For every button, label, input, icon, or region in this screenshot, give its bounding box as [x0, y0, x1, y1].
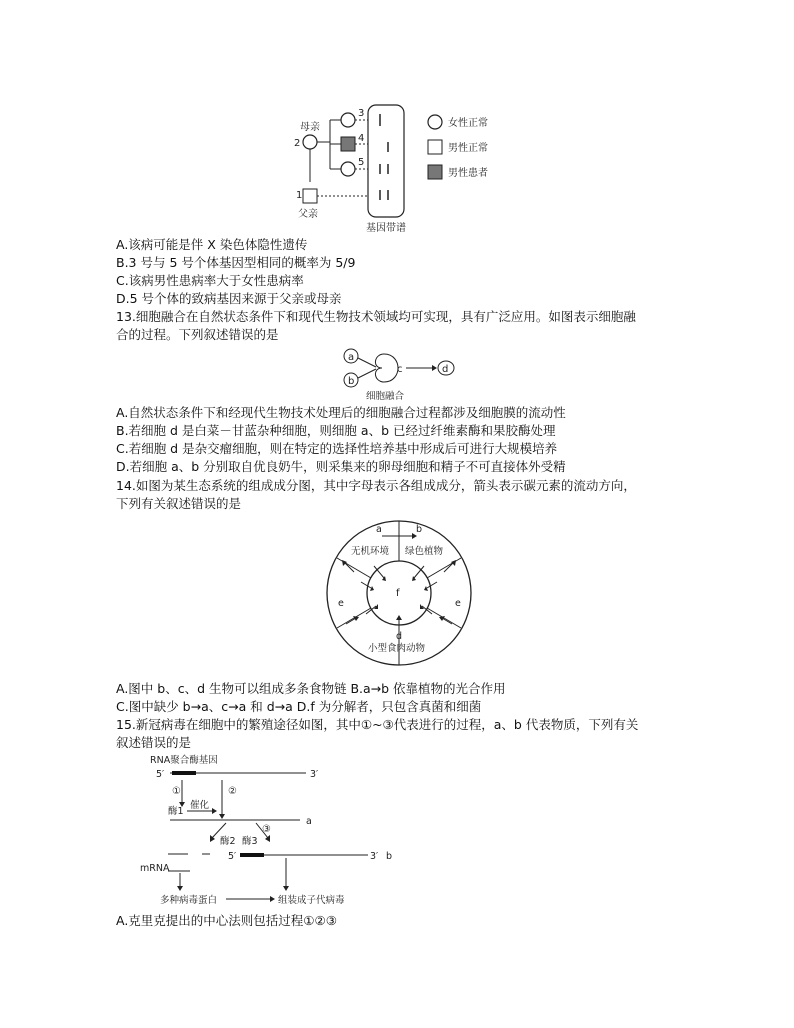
q12-option-d: D.5 号个体的致病基因来源于父亲或母亲 [116, 291, 342, 306]
q14-stem-line2: 下列有关叙述错误的是 [116, 496, 242, 511]
q15-stem-line1: 15.新冠病毒在细胞中的繁殖途径如图，其中①~③代表进行的过程，a、b 代表物质，下列有关 [116, 717, 639, 732]
q12-option-b: B.3 号与 5 号个体基因型相同的概率为 5/9 [116, 255, 356, 270]
legend-male-normal-icon [428, 140, 442, 154]
q15-stem-line2: 叙述错误的是 [116, 735, 192, 750]
q13-stem-line1: 13.细胞融合在自然状态条件下和现代生物技术领域均可实现，具有广泛应用。如图表示细胞融 [116, 309, 636, 324]
cell-b: b [348, 376, 355, 387]
mother-label: 母亲 [300, 122, 320, 133]
cell-fusion-caption: 细胞融合 [366, 391, 405, 402]
father-label: 父亲 [298, 209, 318, 220]
strand-a: a [306, 816, 312, 827]
three-prime-2: 3′ [370, 851, 379, 862]
eco-d: d [396, 631, 403, 642]
pedigree-figure [280, 100, 520, 235]
mother-symbol [303, 135, 317, 149]
q14-options-line1: A.图中 b、c、d 生物可以组成多条食物链 B.a→b 依靠植物的光合作用 [116, 681, 506, 696]
q14-stem-line1: 14.如图为某生态系统的组成成分图，其中字母表示各组成成分，箭头表示碳元素的流动方向， [116, 478, 636, 493]
five-prime-1: 5′ [156, 769, 165, 780]
eco-e-right: e [455, 598, 461, 609]
eco-e-left: e [338, 598, 344, 609]
eco-a-label: 无机环境 [351, 546, 390, 557]
proteins-label: 多种病毒蛋白 [160, 895, 218, 906]
eco-a: a [376, 524, 382, 535]
process-2: ② [228, 786, 237, 797]
individual-3 [341, 113, 355, 127]
cell-fusion-figure [336, 346, 466, 402]
process-3: ③ [262, 824, 271, 835]
legend-female-normal-icon [428, 115, 442, 129]
num-1: 1 [296, 190, 303, 201]
process-1: ① [172, 786, 181, 797]
assemble-label: 组装成子代病毒 [278, 895, 345, 906]
q12-option-c: C.该病男性患病率大于女性患病率 [116, 273, 304, 288]
legend-male-normal: 男性正常 [448, 143, 488, 154]
q14-options-line2: C.图中缺少 b→a、c→a 和 d→a D.f 为分解者，只包含真菌和细菌 [116, 699, 482, 714]
gene-band-box [368, 105, 404, 217]
num-4: 4 [358, 133, 365, 144]
eco-b-label: 绿色植物 [405, 546, 444, 557]
q13-stem-line2: 合的过程。下列叙述错误的是 [116, 327, 279, 342]
eco-b: b [416, 524, 423, 535]
eco-d-label: 小型食肉动物 [368, 643, 426, 654]
q13-option-b: B.若细胞 d 是白菜－甘蓝杂种细胞，则细胞 a、b 已经过纤维素酶和果胶酶处理 [116, 423, 556, 438]
cell-d: d [442, 364, 449, 375]
q13-option-d: D.若细胞 a、b 分别取自优良奶牛，则采集来的卵母细胞和精子不可直接体外受精 [116, 459, 566, 474]
legend-male-patient: 男性患者 [448, 168, 488, 179]
eco-f: f [396, 588, 400, 599]
enzyme-2: 酶2 [220, 836, 236, 847]
cell-c: c [397, 364, 403, 375]
q13-option-a: A.自然状态条件下和经现代生物技术处理后的细胞融合过程都涉及细胞膜的流动性 [116, 405, 566, 420]
gene-label: RNA聚合酶基因 [150, 755, 218, 766]
q12-option-a: A.该病可能是伴 X 染色体隐性遗传 [116, 237, 308, 252]
catalyze-label: 催化 [190, 800, 210, 811]
legend-male-patient-icon [428, 165, 442, 179]
num-3: 3 [358, 108, 365, 119]
enzyme-1: 酶1 [168, 806, 184, 817]
enzyme-3: 酶3 [242, 836, 258, 847]
five-prime-2: 5′ [228, 851, 237, 862]
father-symbol [303, 189, 317, 203]
legend-female-normal: 女性正常 [448, 118, 488, 129]
cell-a: a [348, 352, 355, 363]
q15-option-a: A.克里克提出的中心法则包括过程①②③ [116, 913, 337, 928]
strand-b: b [386, 851, 393, 862]
num-2: 2 [294, 138, 301, 149]
mrna-label: mRNA [140, 863, 170, 874]
three-prime-1: 3′ [310, 769, 319, 780]
individual-5 [341, 162, 355, 176]
q13-option-c: C.若细胞 d 是杂交瘤细胞，则在特定的选择性培养基中形成后可进行大规模培养 [116, 441, 558, 456]
num-5: 5 [358, 157, 365, 168]
gel-caption: 基因带谱 [366, 223, 406, 234]
virus-replication-figure [130, 752, 410, 910]
individual-4 [341, 137, 355, 151]
ecosystem-figure [324, 518, 474, 668]
